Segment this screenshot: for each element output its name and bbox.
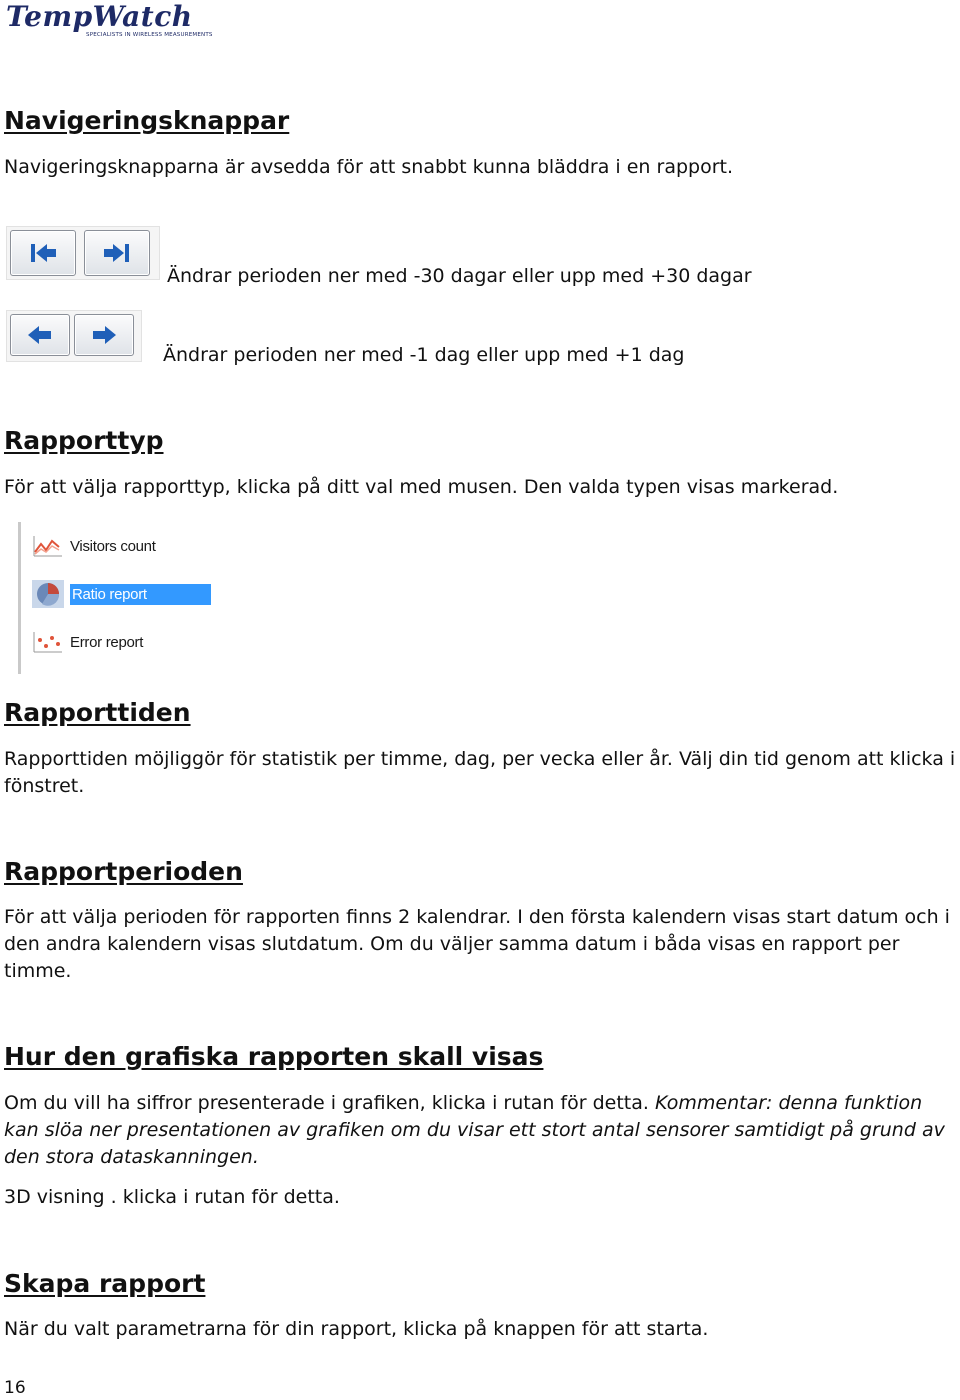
report-type-error-report[interactable] (32, 626, 143, 658)
page-number: 16 (4, 1378, 26, 1398)
next-day-button[interactable] (74, 314, 134, 356)
pie-chart-icon (32, 580, 64, 608)
graphic-comment: Kommentar: denna funktion kan slöa ner presentationen av grafiken om du visar ett stort antal sensorer samtidigt på grund av den stora dataskanningen. (4, 1092, 945, 1168)
create-report-description: När du valt parametrarna för din rapport, klicka på knappen för att starta. (4, 1318, 709, 1340)
logo-tagline: SPECIALISTS IN WIRELESS MEASUREMENTS (86, 32, 213, 38)
nav-30-description: Ändrar perioden ner med -30 dagar eller upp med +30 dagar (167, 265, 752, 287)
report-type-ratio-report[interactable] (32, 578, 211, 610)
graphic-description (4, 1090, 960, 1171)
skip-last-icon (99, 239, 135, 267)
skip-last-button[interactable] (84, 230, 150, 276)
report-type-list (8, 518, 300, 678)
nav-buttons-1 (6, 310, 138, 360)
nav-buttons-30 (6, 226, 154, 280)
report-period-description: För att välja perioden för rapporten finns 2 kalendrar. I den första kalendern visas start datum och i den andra kalendern visas slutdatum. Om du väljer samma datum i båda visas en rapport per timme. (4, 906, 950, 982)
skip-first-icon (25, 239, 61, 267)
arrow-left-icon (22, 321, 58, 349)
heading-report-type: Rapporttyp (4, 426, 164, 455)
graphic-text: Om du vill ha siffror presenterade i grafiken, klicka i rutan för detta. (4, 1092, 655, 1114)
error-scatter-icon (32, 628, 64, 656)
list-divider (18, 522, 21, 674)
nav-1-description: Ändrar perioden ner med -1 dag eller upp med +1 dag (163, 344, 685, 366)
company-logo (4, 0, 214, 44)
arrow-right-icon (86, 321, 122, 349)
logo-wordmark: TempWatch (6, 0, 193, 33)
report-type-description: För att välja rapporttyp, klicka på ditt val med musen. Den valda typen visas markerad. (4, 476, 839, 498)
heading-report-period: Rapportperioden (4, 857, 243, 886)
heading-report-time: Rapporttiden (4, 698, 191, 727)
report-type-visitors-count[interactable] (32, 530, 156, 562)
line-chart-icon (32, 532, 64, 560)
graphic-3d-description: 3D visning . klicka i rutan för detta. (4, 1186, 340, 1208)
previous-day-button[interactable] (10, 314, 70, 356)
report-type-label: Visitors count (70, 537, 156, 555)
report-time-description: Rapporttiden möjliggör för statistik per timme, dag, per vecka eller år. Välj din tid genom att klicka i fönstret. (4, 748, 956, 797)
heading-graphic-display: Hur den grafiska rapporten skall visas (4, 1042, 544, 1071)
report-type-label: Ratio report (70, 584, 211, 605)
heading-navigation-buttons: Navigeringsknappar (4, 106, 290, 135)
nav-description: Navigeringsknapparna är avsedda för att snabbt kunna bläddra i en rapport. (4, 156, 734, 178)
report-type-label: Error report (70, 633, 144, 651)
heading-create-report: Skapa rapport (4, 1269, 206, 1298)
skip-first-button[interactable] (10, 230, 76, 276)
